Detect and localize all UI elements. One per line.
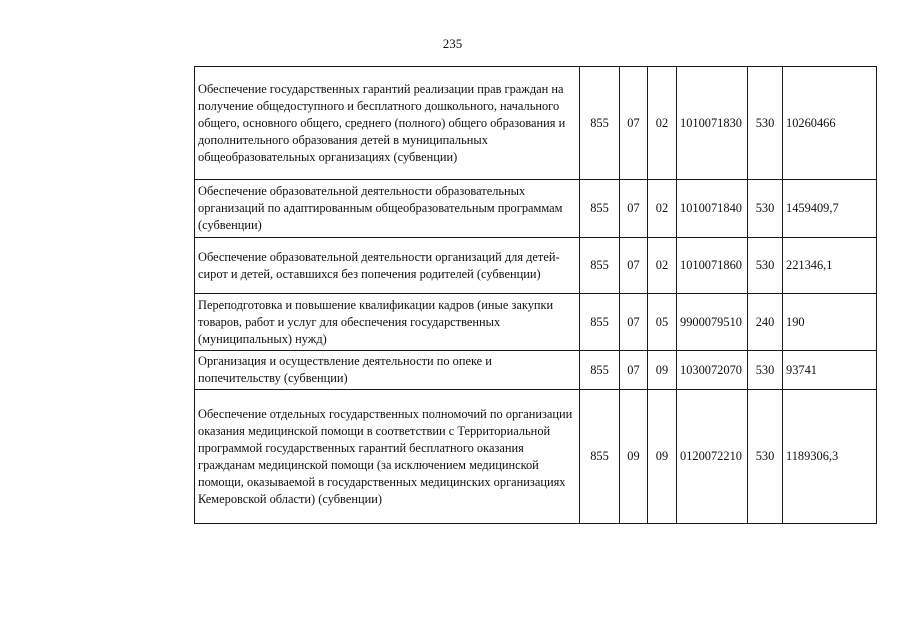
- row-expense-type: 530: [748, 351, 783, 390]
- row-name: Обеспечение образовательной деятельности организаций для детей-сирот и детей, оставшихся без попечения родителей (субвенции): [195, 238, 580, 294]
- budget-table: [194, 66, 877, 524]
- table-row: [195, 390, 877, 524]
- row-subsection: 05: [648, 294, 677, 351]
- row-code: 855: [580, 67, 620, 180]
- row-subsection: 09: [648, 351, 677, 390]
- row-code: 855: [580, 180, 620, 238]
- row-name: Обеспечение отдельных государственных полномочий по организации оказания медицинской помощи в соответствии с Территориальной программой государственных гарантий бесплатного оказания гражданам медицинской помощи (за исключением медицинской помощи, оказываемой в государственных медицинских организациях Кемеровской области) (субвенции): [195, 390, 580, 524]
- row-subsection: 09: [648, 390, 677, 524]
- row-expense-type: 240: [748, 294, 783, 351]
- row-expense-type: 530: [748, 67, 783, 180]
- row-name: Переподготовка и повышение квалификации кадров (иные закупки товаров, работ и услуг для обеспечения государственных (муниципальных) нужд): [195, 294, 580, 351]
- row-name: Обеспечение государственных гарантий реализации прав граждан на получение общедоступного и бесплатного дошкольного, начального общего, основного общего, среднего (полного) общего образования и дополнительного образования детей в муниципальных общеобразовательных организациях (субвенции): [195, 67, 580, 180]
- page-number: 235: [442, 36, 463, 51]
- row-section: 07: [620, 238, 648, 294]
- row-amount: 10260466: [783, 67, 877, 180]
- row-subsection: 02: [648, 180, 677, 238]
- row-article: 9900079510: [677, 294, 748, 351]
- row-name: Организация и осуществление деятельности по опеке и попечительству (субвенции): [195, 351, 580, 390]
- row-subsection: 02: [648, 238, 677, 294]
- row-article: 1010071840: [677, 180, 748, 238]
- row-article: 0120072210: [677, 390, 748, 524]
- table-row: [195, 351, 877, 390]
- row-expense-type: 530: [748, 238, 783, 294]
- row-expense-type: 530: [748, 390, 783, 524]
- row-article: 1010071830: [677, 67, 748, 180]
- row-subsection: 02: [648, 67, 677, 180]
- table-row: [195, 294, 877, 351]
- row-section: 07: [620, 294, 648, 351]
- row-expense-type: 530: [748, 180, 783, 238]
- row-article: 1030072070: [677, 351, 748, 390]
- row-code: 855: [580, 351, 620, 390]
- table-row: [195, 180, 877, 238]
- row-section: 09: [620, 390, 648, 524]
- row-amount: 93741: [783, 351, 877, 390]
- row-code: 855: [580, 238, 620, 294]
- row-code: 855: [580, 390, 620, 524]
- table-row: [195, 67, 877, 180]
- row-amount: 1459409,7: [783, 180, 877, 238]
- row-amount: 221346,1: [783, 238, 877, 294]
- row-code: 855: [580, 294, 620, 351]
- row-amount: 1189306,3: [783, 390, 877, 524]
- row-section: 07: [620, 351, 648, 390]
- row-name: Обеспечение образовательной деятельности образовательных организаций по адаптированным общеобразовательным программам (субвенции): [195, 180, 580, 238]
- row-amount: 190: [783, 294, 877, 351]
- row-section: 07: [620, 67, 648, 180]
- row-article: 1010071860: [677, 238, 748, 294]
- row-section: 07: [620, 180, 648, 238]
- table-row: [195, 238, 877, 294]
